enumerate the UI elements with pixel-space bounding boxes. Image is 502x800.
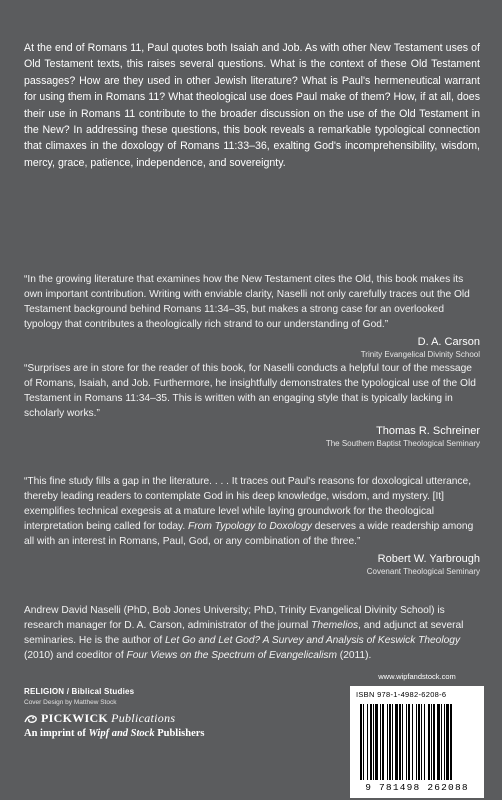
book-title: Four Views on the Spectrum of Evangelicalism xyxy=(126,650,337,661)
endorser-affiliation: Trinity Evangelical Divinity School xyxy=(360,350,480,359)
endorser-name: D. A. Carson xyxy=(417,336,480,348)
isbn-label: ISBN 978-1-4982-6208-6 xyxy=(356,690,447,699)
endorser-affiliation: The Southern Baptist Theological Seminary xyxy=(325,439,480,448)
website-url: www.wipfandstock.com xyxy=(378,672,456,681)
imprint-text: An imprint of xyxy=(24,728,89,739)
imprint-name: Wipf and Stock xyxy=(88,728,155,739)
endorser-affiliation: Covenant Theological Seminary xyxy=(366,567,480,576)
endorser xyxy=(24,424,480,449)
bio-text: (2011). xyxy=(336,650,372,661)
pickwick-logo-icon xyxy=(24,713,38,725)
barcode-digits: 9 781498 262088 xyxy=(365,782,469,793)
endorsement-yarbrough xyxy=(24,474,480,577)
publisher-name-text: PICKWICK xyxy=(41,711,109,725)
book-title: Let Go and Let God? A Survey and Analysis of Keswick Theology xyxy=(165,635,461,646)
bio-text: , and adjunct at several seminaries. He is the author of xyxy=(24,620,464,646)
bio-text: (2010) and coeditor of xyxy=(24,650,127,661)
endorser-name: Robert W. Yarbrough xyxy=(377,553,480,565)
barcode-area xyxy=(350,672,484,798)
journal-title: Themelios xyxy=(311,620,359,631)
endorser-name: Thomas R. Schreiner xyxy=(376,425,480,437)
quote-text: deserves a wide readership among all with an interest in Romans, Paul, God, or any combination of the three.” xyxy=(24,521,474,547)
barcode-icon xyxy=(360,704,476,780)
endorsement-quote: “Surprises are in store for the reader of this book, for Naselli conducts a helpful tour of the message of Romans, Isaiah, and Job. Furthermore, he insightfully demonstrates the typological use of the Old Testament in Romans 11:34–35. This is written with an engaging style that is typically lacking in scholarly works.” xyxy=(24,363,476,419)
bio-text: Andrew David Naselli (PhD, Bob Jones University; PhD, Trinity Evangelical Divinity School) is research manager for D. A. Carson, administrator of the journal xyxy=(24,605,445,631)
endorsement-quote: “In the growing literature that examines how the New Testament cites the Old, this book makes its own important contribution. Writing with enviable clarity, Naselli not only carefully traces out the Old Testament background behind Romans 11:34–35, but makes a strong case for an overlooked typology that contributes a theologically rich strand to our understanding of God.” xyxy=(24,274,470,330)
author-bio xyxy=(24,603,480,663)
endorser xyxy=(24,335,480,360)
endorsement-schreiner xyxy=(24,361,480,449)
endorsement-carson xyxy=(24,272,480,360)
category-label: RELIGION / Biblical Studies xyxy=(24,687,135,696)
publisher-name xyxy=(24,711,284,726)
endorser xyxy=(24,552,480,577)
cover-design-credit: Cover Design by Matthew Stock xyxy=(24,699,117,706)
quote-text: “This fine study fills a gap in the literature. . . . It traces out Paul's reasons for doxological utterance, thereby leading readers to contemplate God in his deep knowledge, wisdom, and mystery. [It] exemplifies technical exegesis at a mature level while laying groundwork for the theological interpretation being called for today. xyxy=(24,476,472,532)
publisher-suffix: Publications xyxy=(111,711,176,725)
barcode-box xyxy=(350,686,484,798)
imprint-text: Publishers xyxy=(154,728,205,739)
endorsement-quote xyxy=(24,474,480,549)
book-title: From Typology to Doxology xyxy=(188,521,312,532)
imprint-line xyxy=(24,727,284,741)
book-description: At the end of Romans 11, Paul quotes both Isaiah and Job. As with other New Testament uses of Old Testament texts, this raises several questions. What is the context of these Old Testament passages? How are they used in other Jewish literature? What is Paul's hermeneutical warrant for using them in Romans 11? What theological use does Paul make of them? How, if at all, does their use in Romans 11 contribute to the broader discussion on the use of the Old Testament in the New? In addressing these questions, this book reveals a remarkable typological connection that climaxes in the doxology of Romans 11:33–36, exalting God's incomprehensibility, wisdom, mercy, grace, patience, independence, and sovereignty. xyxy=(24,42,480,169)
publisher-info xyxy=(24,686,284,741)
